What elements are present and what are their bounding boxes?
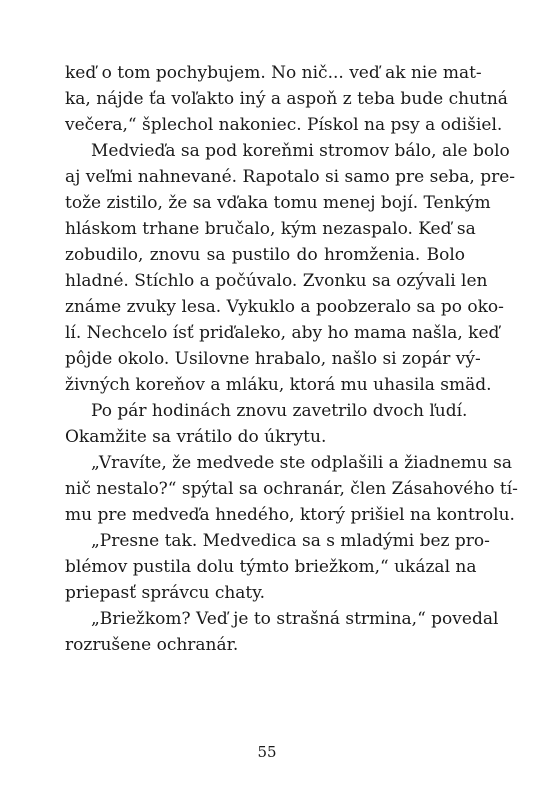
text-line: tože zistilo, že sa vďaka tomu menej bojí. Tenkým — [65, 193, 491, 213]
text-line: lí. Nechcelo ísť priďaleko, aby ho mama našla, keď — [65, 323, 500, 343]
text-line: Okamžite sa vrátilo do úkrytu. — [65, 427, 327, 447]
text-line: známe zvuky lesa. Vykuklo a poobzeralo sa po oko- — [65, 297, 504, 317]
text-line: hláskom trhane bručalo, kým nezaspalo. Keď sa — [65, 219, 476, 239]
text-line: zobudilo, znovu sa pustilo do hromženia. Bolo — [65, 245, 465, 265]
text-line: aj veľmi nahnevané. Rapotalo si samo pre seba, pre- — [65, 167, 516, 187]
text-line: živných koreňov a mláku, ktorá mu uhasila smäd. — [65, 375, 492, 395]
text-line: rozrušene ochranár. — [65, 635, 239, 655]
body-text — [65, 60, 518, 658]
text-line: Po pár hodinách znovu zavetrilo dvoch ľudí. — [91, 401, 468, 421]
text-line: pôjde okolo. Usilovne hrabalo, našlo si zopár vý- — [65, 349, 481, 369]
text-line: „Vravíte, že medvede ste odplašili a žiadnemu sa — [91, 453, 512, 473]
text-line: Medvieďa sa pod koreňmi stromov bálo, ale bolo — [91, 141, 510, 161]
text-line: mu pre medveďa hnedého, ktorý prišiel na kontrolu. — [65, 505, 515, 525]
text-line: ka, nájde ťa voľakto iný a aspoň z teba bude chutná — [65, 89, 508, 109]
text-line: hladné. Stíchlo a počúvalo. Zvonku sa ozývali len — [65, 271, 488, 291]
text-line: večera,“ šplechol nakoniec. Pískol na psy a odišiel. — [65, 115, 503, 135]
text-line: priepasť správcu chaty. — [65, 583, 266, 603]
text-line: „Presne tak. Medvedica sa s mladými bez pro- — [91, 531, 490, 551]
text-line: keď o tom pochybujem. No nič... veď ak nie mat- — [65, 63, 482, 83]
page-number: 55 — [257, 743, 277, 761]
text-line: blémov pustila dolu týmto briežkom,“ ukázal na — [65, 557, 477, 577]
text-line: „Briežkom? Veď je to strašná strmina,“ povedal — [91, 609, 499, 629]
text-line: nič nestalo?“ spýtal sa ochranár, člen Zásahového tí- — [65, 479, 518, 499]
